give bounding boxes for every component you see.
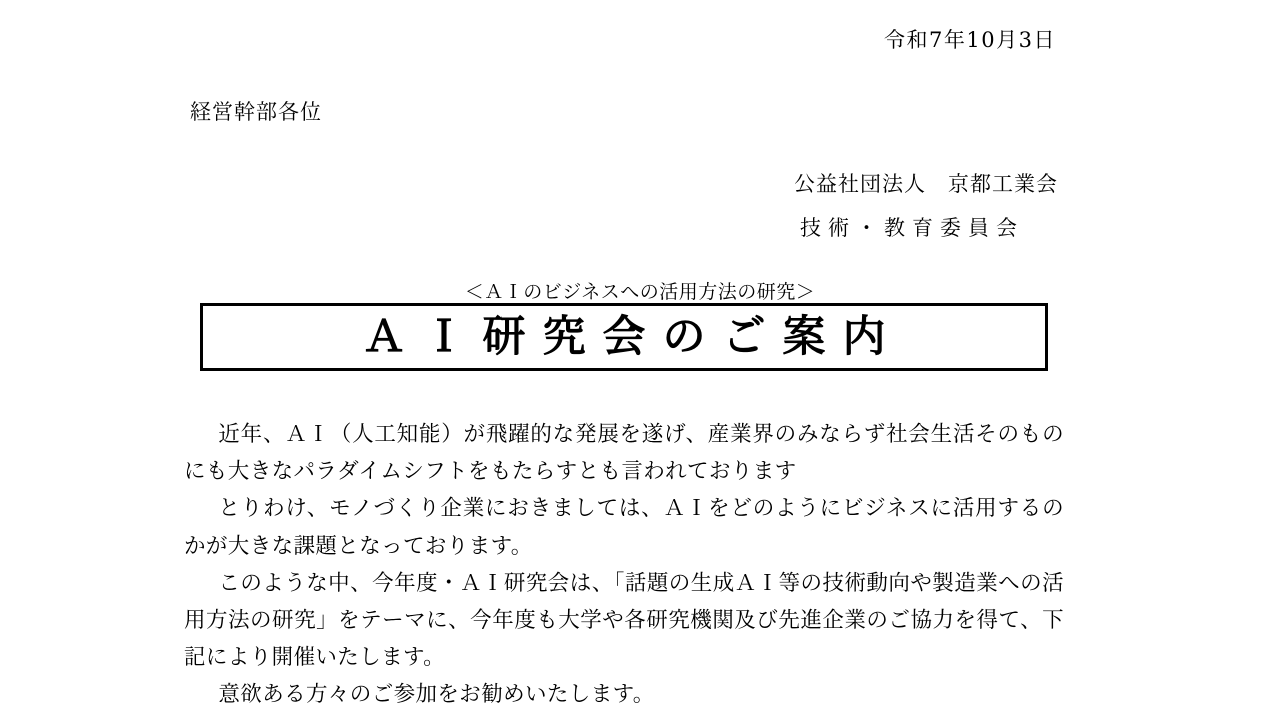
document-subtitle: ＜ＡＩのビジネスへの活用方法の研究＞ [464, 281, 816, 303]
page-title: ＡＩ研究会のご案内 [362, 311, 903, 362]
document-sender [794, 168, 1058, 242]
document-addressee: 経営幹部各位 [190, 100, 322, 124]
document-date: 令和7年10月3日 [884, 28, 1056, 52]
sender-department: 技術・教育委員会 [800, 216, 1024, 240]
body-paragraph: 意欲ある方々のご参加をお勧めいたします。 [218, 682, 655, 708]
document-title-box [200, 303, 1048, 371]
sender-organization: 公益社団法人 京都工業会 [794, 172, 1058, 196]
document-body [184, 416, 1064, 714]
body-paragraph: 近年、ＡＩ（人工知能）が飛躍的な発展を遂げ、産業界のみならず社会生活そのものにも大きなパラダイムシフトをもたらすとも言われております [184, 422, 1064, 485]
body-paragraph: とりわけ、モノづくり企業におきましては、ＡＩをどのようにビジネスに活用するのかが大きな課題となっております。 [184, 496, 1064, 559]
body-paragraph: このような中、今年度・ＡＩ研究会は、「話題の生成ＡＩ等の技術動向や製造業への活用方法の研究」をテーマに、今年度も大学や各研究機関及び先進企業のご協力を得て、下記により開催いたします。 [184, 570, 1064, 671]
